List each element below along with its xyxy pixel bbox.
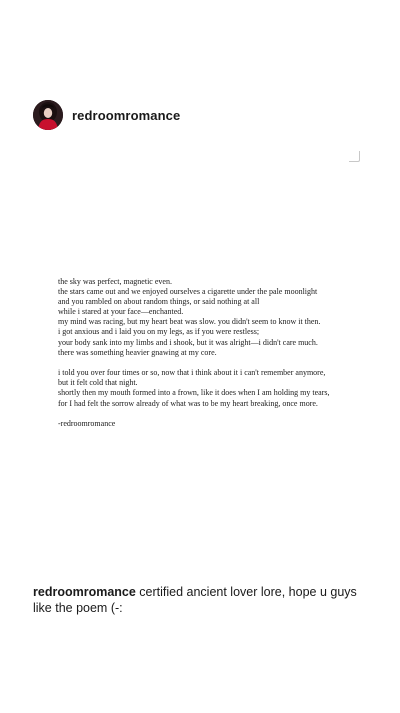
- stanza-gap: [58, 409, 358, 420]
- corner-marker: [349, 151, 360, 162]
- poem-line: your body sank into my limbs and i shook, but it was alright—i didn't care much.: [58, 337, 318, 347]
- poem-text: [58, 277, 358, 429]
- poem-line: the sky was perfect, magnetic even.: [58, 277, 172, 286]
- poem-line: while i stared at your face—enchanted.: [58, 307, 184, 317]
- post-header: [33, 100, 180, 130]
- poem-line: for I had felt the sorrow already of what was to be my heart breaking, once more.: [58, 398, 318, 408]
- poem-line: my mind was racing, but my heart beat was slow. you didn't seem to know it then.: [58, 317, 321, 327]
- poem-line: but it felt cold that night.: [58, 378, 138, 388]
- poem-line: -redroomromance: [58, 419, 116, 429]
- caption-text: certified ancient lover lore, hope u guys like the poem (-:: [33, 585, 357, 615]
- poem-line: i told you over four times or so, now that i think about it i can't remember anymore,: [58, 368, 326, 378]
- stanza-gap: [58, 358, 358, 369]
- poem-line: and you rambled on about random things, or said nothing at all: [58, 297, 260, 307]
- username[interactable]: redroomromance: [72, 107, 181, 123]
- caption-username[interactable]: redroomromance: [33, 585, 136, 599]
- avatar[interactable]: [33, 100, 63, 130]
- poem-line: shortly then my mouth formed into a frown, like it does when I am holding my tears,: [58, 388, 330, 398]
- poem-line: there was something heavier gnawing at my core.: [58, 347, 217, 357]
- poem-line: i got anxious and i laid you on my legs, as if you were restless;: [58, 327, 260, 337]
- profile-photo-icon: [33, 100, 63, 130]
- poem-line: the stars came out and we enjoyed ourselves a cigarette under the pale moonlight: [58, 287, 318, 297]
- post-caption: [33, 584, 373, 616]
